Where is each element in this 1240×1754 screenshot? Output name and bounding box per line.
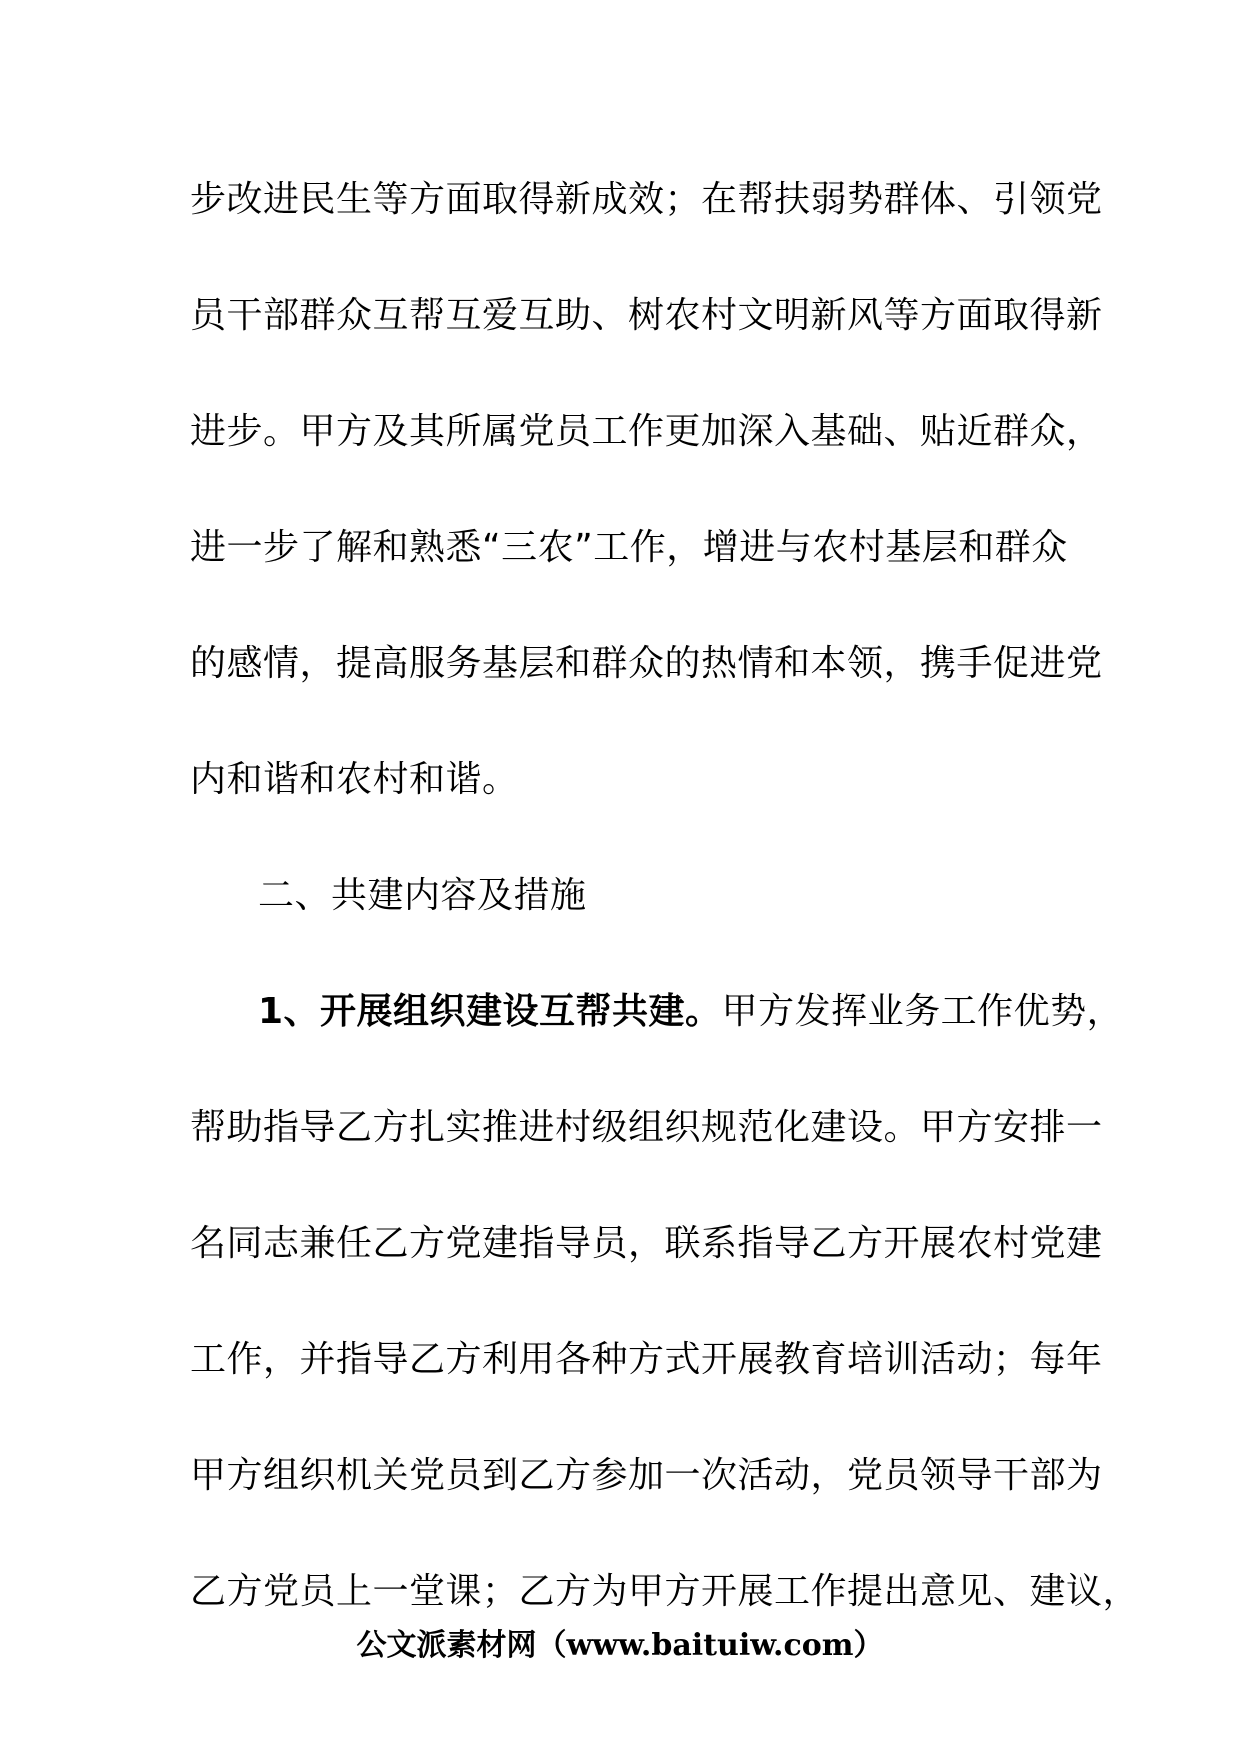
footer-watermark: 公文派素材网（www.baituiw.com） [356, 1628, 884, 1663]
paragraph-line: 的感情，提高服务基层和群众的热情和本领，携手促进党 [190, 643, 1103, 684]
item-text: 甲方发挥业务工作优势， [721, 991, 1124, 1032]
paragraph-line: 乙方党员上一堂课；乙方为甲方开展工作提出意见、建议， [190, 1571, 1140, 1612]
paragraph-line: 帮助指导乙方扎实推进村级组织规范化建设。甲方安排一 [190, 1107, 1103, 1148]
section-heading: 二、共建内容及措施 [258, 875, 587, 916]
paragraph-line: 名同志兼任乙方党建指导员，联系指导乙方开展农村党建 [190, 1223, 1103, 1264]
paragraph-line: 内和谐和农村和谐。 [190, 759, 519, 800]
paragraph-line: 甲方组织机关党员到乙方参加一次活动，党员领导干部为 [190, 1455, 1103, 1496]
paragraph-line: 工作，并指导乙方利用各种方式开展教育培训活动；每年 [190, 1339, 1103, 1380]
paragraph-line: 进一步了解和熟悉“三农”工作，增进与农村基层和群众 [190, 527, 1068, 568]
item-first-line [258, 990, 1123, 1034]
paragraph-line: 步改进民生等方面取得新成效；在帮扶弱势群体、引领党 [190, 179, 1103, 220]
item-title: 1、开展组织建设互帮共建。 [258, 991, 722, 1032]
paragraph-line: 进步。甲方及其所属党员工作更加深入基础、贴近群众， [190, 411, 1103, 452]
paragraph-line: 员干部群众互帮互爱互助、树农村文明新风等方面取得新 [190, 295, 1103, 336]
